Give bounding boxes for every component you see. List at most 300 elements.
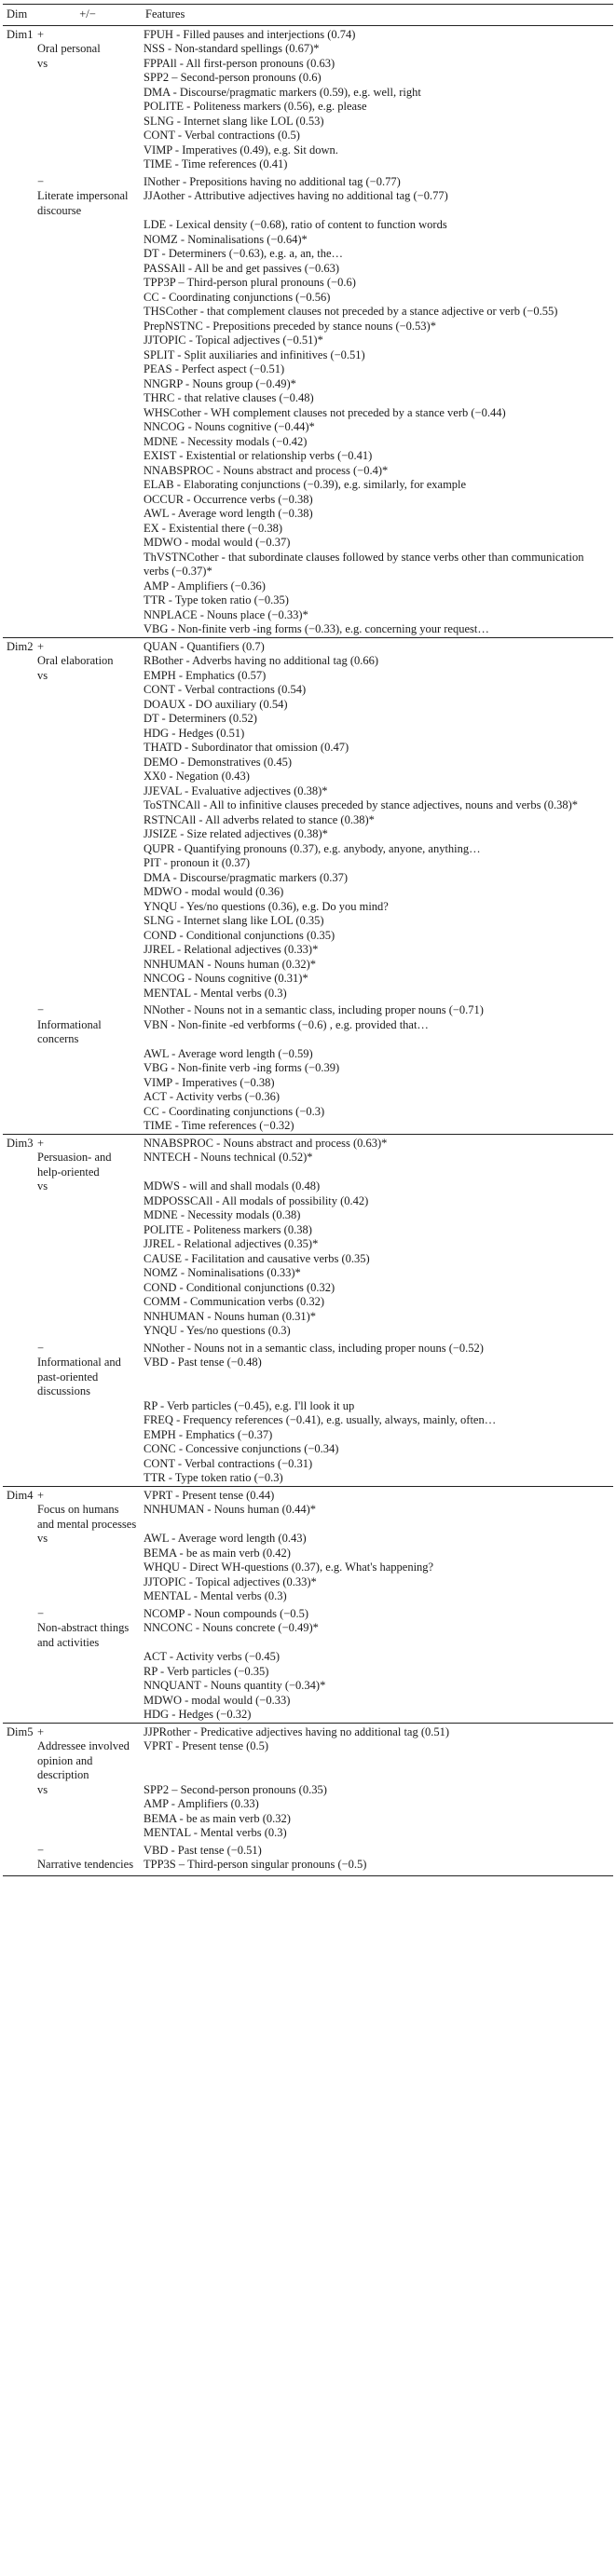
sign-cell — [34, 1708, 142, 1723]
table-row — [3, 348, 613, 363]
sign-cell — [34, 1151, 142, 1179]
sign-cell — [34, 669, 142, 684]
dim-cell — [3, 1105, 34, 1120]
feature-cell: TPP3S – Third-person singular pronouns (−0.5) — [142, 1858, 613, 1875]
sign-cell — [34, 493, 142, 508]
feature-cell: MENTAL - Mental verbs (0.3) — [144, 986, 287, 1000]
dim-cell — [3, 727, 34, 742]
sign-cell — [34, 42, 142, 57]
table-row — [3, 756, 613, 770]
dim-cell — [3, 1179, 34, 1194]
sign-cell — [34, 348, 142, 363]
dim-cell — [3, 1665, 34, 1680]
dim-cell — [3, 551, 34, 579]
dim-cell — [3, 1061, 34, 1076]
table-row — [3, 1090, 613, 1105]
sign-cell — [34, 1295, 142, 1310]
sign-cell — [34, 1679, 142, 1694]
sign-cell — [34, 1194, 142, 1209]
feature-cell: PIT - pronoun it (0.37) — [144, 856, 250, 869]
dim-cell — [3, 1237, 34, 1252]
sign-cell — [34, 1826, 142, 1841]
sign-cell — [34, 1547, 142, 1561]
dim-cell — [3, 654, 34, 669]
feature-cell: MDWO - modal would (−0.33) — [144, 1693, 291, 1707]
dim-cell — [3, 1841, 34, 1859]
sign-cell — [34, 276, 142, 291]
feature-cell: SPP2 – Second-person pronouns (0.6) — [144, 71, 322, 84]
dim-cell — [3, 871, 34, 886]
dim-cell — [3, 1119, 34, 1134]
dim-cell — [3, 1252, 34, 1267]
sign-cell — [34, 1356, 142, 1399]
sign-cell — [34, 406, 142, 421]
feature-cell: BEMA - be as main verb (0.42) — [144, 1546, 291, 1560]
feature-cell: QUPR - Quantifying pronouns (0.37), e.g. anybody, anyone, anything… — [144, 841, 481, 855]
sign-cell — [34, 172, 142, 190]
feature-cell: NOMZ - Nominalisations (−0.64)* — [144, 232, 308, 246]
table-row — [3, 1119, 613, 1134]
sign-cell — [34, 1694, 142, 1709]
dim-cell — [3, 464, 34, 479]
table-row — [3, 1151, 613, 1179]
sign-marker: − — [37, 1003, 45, 1016]
table-row — [3, 784, 613, 799]
table-row — [3, 622, 613, 637]
sign-cell — [34, 1665, 142, 1680]
sign-cell — [34, 1575, 142, 1590]
feature-cell: MDWO - modal would (0.36) — [144, 885, 284, 898]
table-row — [3, 305, 613, 320]
table-row — [3, 813, 613, 828]
dim-cell — [3, 1047, 34, 1062]
sign-cell — [34, 1281, 142, 1296]
table-row — [3, 189, 613, 218]
feature-cell: FPPAll - All first-person pronouns (0.63) — [144, 56, 335, 70]
table-row — [3, 1413, 613, 1428]
sign-cell — [34, 362, 142, 377]
sign-cell — [34, 1589, 142, 1604]
table-row — [3, 1061, 613, 1076]
feature-cell: CONT - Verbal contractions (−0.31) — [144, 1456, 313, 1470]
dim-cell — [3, 172, 34, 190]
sign-cell — [34, 1018, 142, 1047]
sign-cell — [34, 305, 142, 320]
sign-cell — [34, 1604, 142, 1622]
dim-cell — [3, 143, 34, 158]
feature-cell: NNCOG - Nouns cognitive (−0.44)* — [144, 420, 315, 433]
table-row — [3, 972, 613, 987]
dimension-label: vs — [37, 1782, 48, 1796]
dim-cell — [3, 1324, 34, 1339]
feature-cell: QUAN - Quantifiers (0.7) — [142, 637, 613, 654]
sign-cell — [34, 1237, 142, 1252]
dim-cell — [3, 669, 34, 684]
table-row — [3, 320, 613, 334]
dim-cell — [3, 1090, 34, 1105]
feature-cell: VPRT - Present tense (0.44) — [142, 1486, 613, 1503]
feature-cell: SPP2 – Second-person pronouns (0.35) — [144, 1782, 327, 1796]
table-row — [3, 842, 613, 857]
sign-cell — [34, 1442, 142, 1457]
sign-marker: − — [37, 1606, 45, 1620]
dimension-label: vs — [37, 668, 48, 682]
feature-cell: MDWO - modal would (−0.37) — [144, 536, 291, 549]
sign-cell — [34, 622, 142, 637]
feature-cell: AWL - Average word length (−0.59) — [144, 1046, 313, 1060]
table-row — [3, 798, 613, 813]
sign-cell — [34, 1471, 142, 1486]
feature-cell: MDWS - will and shall modals (0.48) — [144, 1179, 321, 1193]
dim-cell — [3, 1694, 34, 1709]
feature-cell: VIMP - Imperatives (0.49), e.g. Sit down. — [144, 143, 338, 157]
dim-cell — [3, 478, 34, 493]
sign-cell — [34, 1310, 142, 1325]
table-row — [3, 1665, 613, 1680]
table-row — [3, 218, 613, 233]
table-row — [3, 1841, 613, 1859]
feature-cell: MENTAL - Mental verbs (0.3) — [144, 1589, 287, 1602]
dim-cell — [3, 276, 34, 291]
table-row — [3, 464, 613, 479]
dimension-label: Literate impersonal discourse — [37, 189, 129, 217]
dim-cell — [3, 1739, 34, 1783]
feature-cell: XX0 - Negation (0.43) — [144, 770, 250, 783]
table-row — [3, 608, 613, 623]
sign-cell — [34, 1090, 142, 1105]
feature-cell: CC - Coordinating conjunctions (−0.56) — [144, 290, 331, 304]
dimension-label: Informational concerns — [37, 1017, 102, 1045]
sign-cell — [34, 608, 142, 623]
sign-cell — [34, 247, 142, 262]
feature-cell: THATD - Subordinator that omission (0.47) — [144, 741, 349, 754]
table-row — [3, 958, 613, 973]
feature-cell: NNQUANT - Nouns quantity (−0.34)* — [144, 1679, 326, 1692]
feature-cell: VIMP - Imperatives (−0.38) — [144, 1075, 275, 1089]
dim-cell — [3, 929, 34, 944]
table-row — [3, 362, 613, 377]
feature-cell: NCOMP - Noun compounds (−0.5) — [144, 1606, 309, 1620]
feature-cell: VBD - Past tense (−0.51) — [144, 1843, 262, 1857]
header-row — [3, 5, 613, 26]
feature-cell: JJREL - Relational adjectives (0.33)* — [144, 943, 319, 956]
dim-cell — [3, 813, 34, 828]
sign-cell — [34, 1723, 142, 1739]
sign-marker: + — [37, 639, 45, 653]
table-row — [3, 1047, 613, 1062]
feature-cell: TIME - Time references (0.41) — [144, 157, 288, 170]
sign-cell — [34, 1739, 142, 1783]
table-row — [3, 86, 613, 101]
dim-cell — [3, 42, 34, 57]
sign-cell — [34, 1061, 142, 1076]
feature-cell: PEAS - Perfect aspect (−0.51) — [144, 362, 285, 375]
dim-cell — [3, 1826, 34, 1841]
dim-cell — [3, 348, 34, 363]
feature-cell: YNQU - Yes/no questions (0.36), e.g. Do you mind? — [144, 899, 389, 913]
table-row — [3, 593, 613, 608]
dim-cell — [3, 712, 34, 727]
dim-cell — [3, 1001, 34, 1018]
feature-cell: EMPH - Emphatics (−0.37) — [144, 1427, 273, 1441]
dim-cell — [3, 129, 34, 143]
feature-cell: VBN - Non-finite -ed verbforms (−0.6) , e.g. provided that… — [144, 1017, 429, 1031]
table-row — [3, 100, 613, 115]
sign-marker: − — [37, 1843, 45, 1857]
sign-cell — [34, 943, 142, 958]
sign-cell — [34, 987, 142, 1002]
dim-cell — [3, 507, 34, 522]
table-row — [3, 1237, 613, 1252]
sign-cell — [34, 1223, 142, 1238]
table-row — [3, 698, 613, 713]
sign-cell — [34, 1105, 142, 1120]
dim-cell — [3, 1858, 34, 1875]
sign-cell — [34, 1134, 142, 1151]
table-row — [3, 1399, 613, 1414]
feature-cell: DOAUX - DO auxiliary (0.54) — [144, 697, 288, 711]
table-row — [3, 478, 613, 493]
feature-cell: COMM - Communication verbs (0.32) — [144, 1295, 325, 1308]
sign-cell — [34, 654, 142, 669]
dim-cell — [3, 1503, 34, 1532]
table-row — [3, 914, 613, 929]
table-row — [3, 827, 613, 842]
feature-cell: NNother - Nouns not in a semantic class, including proper nouns (−0.52) — [144, 1341, 484, 1355]
feature-cell: FREQ - Frequency references (−0.41), e.g. usually, always, mainly, often… — [144, 1413, 497, 1426]
feature-cell: NOMZ - Nominalisations (0.33)* — [144, 1266, 301, 1279]
table-row — [3, 435, 613, 450]
table-row — [3, 57, 613, 72]
table-row — [3, 1457, 613, 1472]
table-row — [3, 157, 613, 172]
dimension-label: Oral elaboration — [37, 654, 114, 667]
table-row — [3, 683, 613, 698]
feature-cell: COND - Conditional conjunctions (0.35) — [144, 928, 335, 942]
sign-cell — [34, 189, 142, 218]
feature-cell: TPP3P – Third-person plural pronouns (−0.6) — [144, 276, 356, 289]
dim-cell — [3, 1356, 34, 1399]
feature-cell: AWL - Average word length (−0.38) — [144, 507, 313, 520]
sign-cell — [34, 435, 142, 450]
sign-cell — [34, 683, 142, 698]
sign-cell — [34, 1266, 142, 1281]
dim-cell — [3, 1650, 34, 1665]
dim-cell — [3, 741, 34, 756]
sign-cell — [34, 1783, 142, 1798]
dimension-label: vs — [37, 56, 48, 70]
feature-cell: NNPLACE - Nouns place (−0.33)* — [144, 607, 308, 621]
table-row — [3, 1486, 613, 1503]
feature-cell: ACT - Activity verbs (−0.45) — [144, 1650, 281, 1663]
sign-cell — [34, 741, 142, 756]
dim-cell: Dim4 — [3, 1486, 34, 1503]
dim-cell: Dim5 — [3, 1723, 34, 1739]
feature-cell: PrepNSTNC - Prepositions preceded by stance nouns (−0.53)* — [144, 319, 436, 333]
table-row — [3, 493, 613, 508]
table-row — [3, 1105, 613, 1120]
sign-cell — [34, 885, 142, 900]
sign-cell — [34, 871, 142, 886]
table-body — [3, 25, 613, 1875]
sign-cell — [34, 784, 142, 799]
dim-cell — [3, 1223, 34, 1238]
feature-cell: RSTNCAll - All adverbs related to stance (0.38)* — [144, 812, 375, 826]
sign-marker: + — [37, 1488, 45, 1502]
sign-cell — [34, 86, 142, 101]
feature-cell: AWL - Average word length (0.43) — [144, 1532, 307, 1545]
table-row — [3, 1826, 613, 1841]
table-row — [3, 712, 613, 727]
dim-cell — [3, 100, 34, 115]
table-row — [3, 1812, 613, 1827]
table-row — [3, 1134, 613, 1151]
sign-cell — [34, 1076, 142, 1091]
dim-cell — [3, 1266, 34, 1281]
table-row — [3, 1324, 613, 1339]
dim-cell — [3, 1812, 34, 1827]
dim-cell — [3, 698, 34, 713]
dimension-label: Focus on humans and mental processes — [37, 1503, 137, 1531]
table-row — [3, 1356, 613, 1399]
feature-cell: JJAother - Attributive adjectives having no additional tag (−0.77) — [144, 189, 448, 202]
table-row — [3, 536, 613, 551]
dim-cell — [3, 1399, 34, 1414]
table-row — [3, 900, 613, 915]
feature-cell: NNABSPROC - Nouns abstract and process (−0.4)* — [144, 463, 389, 477]
sign-cell — [34, 143, 142, 158]
table-row — [3, 1561, 613, 1575]
feature-cell: HDG - Hedges (−0.32) — [144, 1708, 252, 1721]
sign-cell — [34, 71, 142, 86]
dim-cell — [3, 1532, 34, 1547]
sign-cell — [34, 115, 142, 129]
table-row — [3, 262, 613, 277]
dim-cell — [3, 1457, 34, 1472]
table-row — [3, 1076, 613, 1091]
sign-cell — [34, 291, 142, 306]
feature-cell: DMA - Discourse/pragmatic markers (0.59), e.g. well, right — [144, 85, 421, 99]
feature-cell: WHQU - Direct WH-questions (0.37), e.g. What's happening? — [144, 1561, 434, 1574]
dim-cell — [3, 856, 34, 871]
table-row — [3, 420, 613, 435]
sign-cell — [34, 1812, 142, 1827]
dim-cell — [3, 1471, 34, 1486]
table-row — [3, 143, 613, 158]
table-row — [3, 377, 613, 392]
sign-cell — [34, 1047, 142, 1062]
table-row — [3, 291, 613, 306]
dim-cell — [3, 1194, 34, 1209]
dim-cell — [3, 1428, 34, 1443]
sign-cell — [34, 698, 142, 713]
table-row — [3, 71, 613, 86]
dim-cell — [3, 827, 34, 842]
feature-cell: BEMA - be as main verb (0.32) — [144, 1811, 291, 1825]
sign-cell — [34, 377, 142, 392]
table-row — [3, 42, 613, 57]
table-row — [3, 1679, 613, 1694]
sign-cell — [34, 827, 142, 842]
dim-cell — [3, 406, 34, 421]
feature-cell: MDNE - Necessity modals (0.38) — [144, 1208, 301, 1221]
feature-cell: EX - Existential there (−0.38) — [144, 521, 283, 535]
feature-cell: NNABSPROC - Nouns abstract and process (0.63)* — [142, 1134, 613, 1151]
feature-cell: DT - Determiners (0.52) — [144, 712, 257, 725]
table-row — [3, 856, 613, 871]
feature-cell: CONC - Concessive conjunctions (−0.34) — [144, 1442, 339, 1455]
sign-cell — [34, 1486, 142, 1503]
sign-cell — [34, 1621, 142, 1650]
table-row — [3, 770, 613, 784]
dim-cell — [3, 1679, 34, 1694]
feature-cell: WHSCother - WH complement clauses not preceded by a stance verb (−0.44) — [144, 405, 506, 419]
dim-cell — [3, 885, 34, 900]
sign-cell — [34, 1001, 142, 1018]
sign-cell — [34, 1119, 142, 1134]
dim-cell — [3, 362, 34, 377]
feature-cell: DEMO - Demonstratives (0.45) — [144, 755, 292, 769]
feature-cell: OCCUR - Occurrence verbs (−0.38) — [144, 492, 313, 506]
feature-cell: JJTOPIC - Topical adjectives (−0.51)* — [144, 334, 323, 347]
feature-cell: DMA - Discourse/pragmatic markers (0.37) — [144, 870, 349, 884]
dimension-label: Oral personal — [37, 42, 101, 55]
dim-cell — [3, 86, 34, 101]
dimension-label: Narrative tendencies — [37, 1858, 134, 1871]
sign-marker: + — [37, 1724, 45, 1738]
sign-cell — [34, 1339, 142, 1356]
feature-cell: JJSIZE - Size related adjectives (0.38)* — [144, 827, 328, 840]
feature-cell: FPUH - Filled pauses and interjections (0.74) — [142, 25, 613, 42]
table-row — [3, 1783, 613, 1798]
dim-cell — [3, 189, 34, 218]
sign-cell — [34, 637, 142, 654]
table-row — [3, 727, 613, 742]
dim-cell — [3, 943, 34, 958]
table-row — [3, 741, 613, 756]
table-row — [3, 1650, 613, 1665]
table-row — [3, 1575, 613, 1590]
sign-cell — [34, 770, 142, 784]
table-row — [3, 871, 613, 886]
feature-cell: JJEVAL - Evaluative adjectives (0.38)* — [144, 784, 328, 797]
features-column-header: Features — [142, 5, 613, 26]
dim-cell — [3, 1589, 34, 1604]
sign-cell — [34, 958, 142, 973]
dim-cell — [3, 233, 34, 248]
sign-cell — [34, 727, 142, 742]
dim-cell: Dim3 — [3, 1134, 34, 1151]
dim-cell — [3, 1339, 34, 1356]
sign-cell — [34, 1561, 142, 1575]
feature-cell: CONT - Verbal contractions (0.54) — [144, 683, 307, 696]
table-row — [3, 1604, 613, 1622]
table-row — [3, 233, 613, 248]
sign-cell — [34, 100, 142, 115]
table-row — [3, 551, 613, 579]
feature-cell: TTR - Type token ratio (−0.3) — [144, 1471, 283, 1484]
table-row — [3, 1442, 613, 1457]
dim-column-header: Dim — [3, 5, 34, 26]
dim-cell — [3, 305, 34, 320]
dimension-label: Persuasion- and help-oriented — [37, 1151, 112, 1179]
sign-cell — [34, 507, 142, 522]
feature-cell: MDPOSSCAll - All modals of possibility (0.42) — [144, 1193, 369, 1207]
table-row — [3, 1310, 613, 1325]
dim-cell — [3, 157, 34, 172]
dim-cell — [3, 958, 34, 973]
dim-cell — [3, 608, 34, 623]
